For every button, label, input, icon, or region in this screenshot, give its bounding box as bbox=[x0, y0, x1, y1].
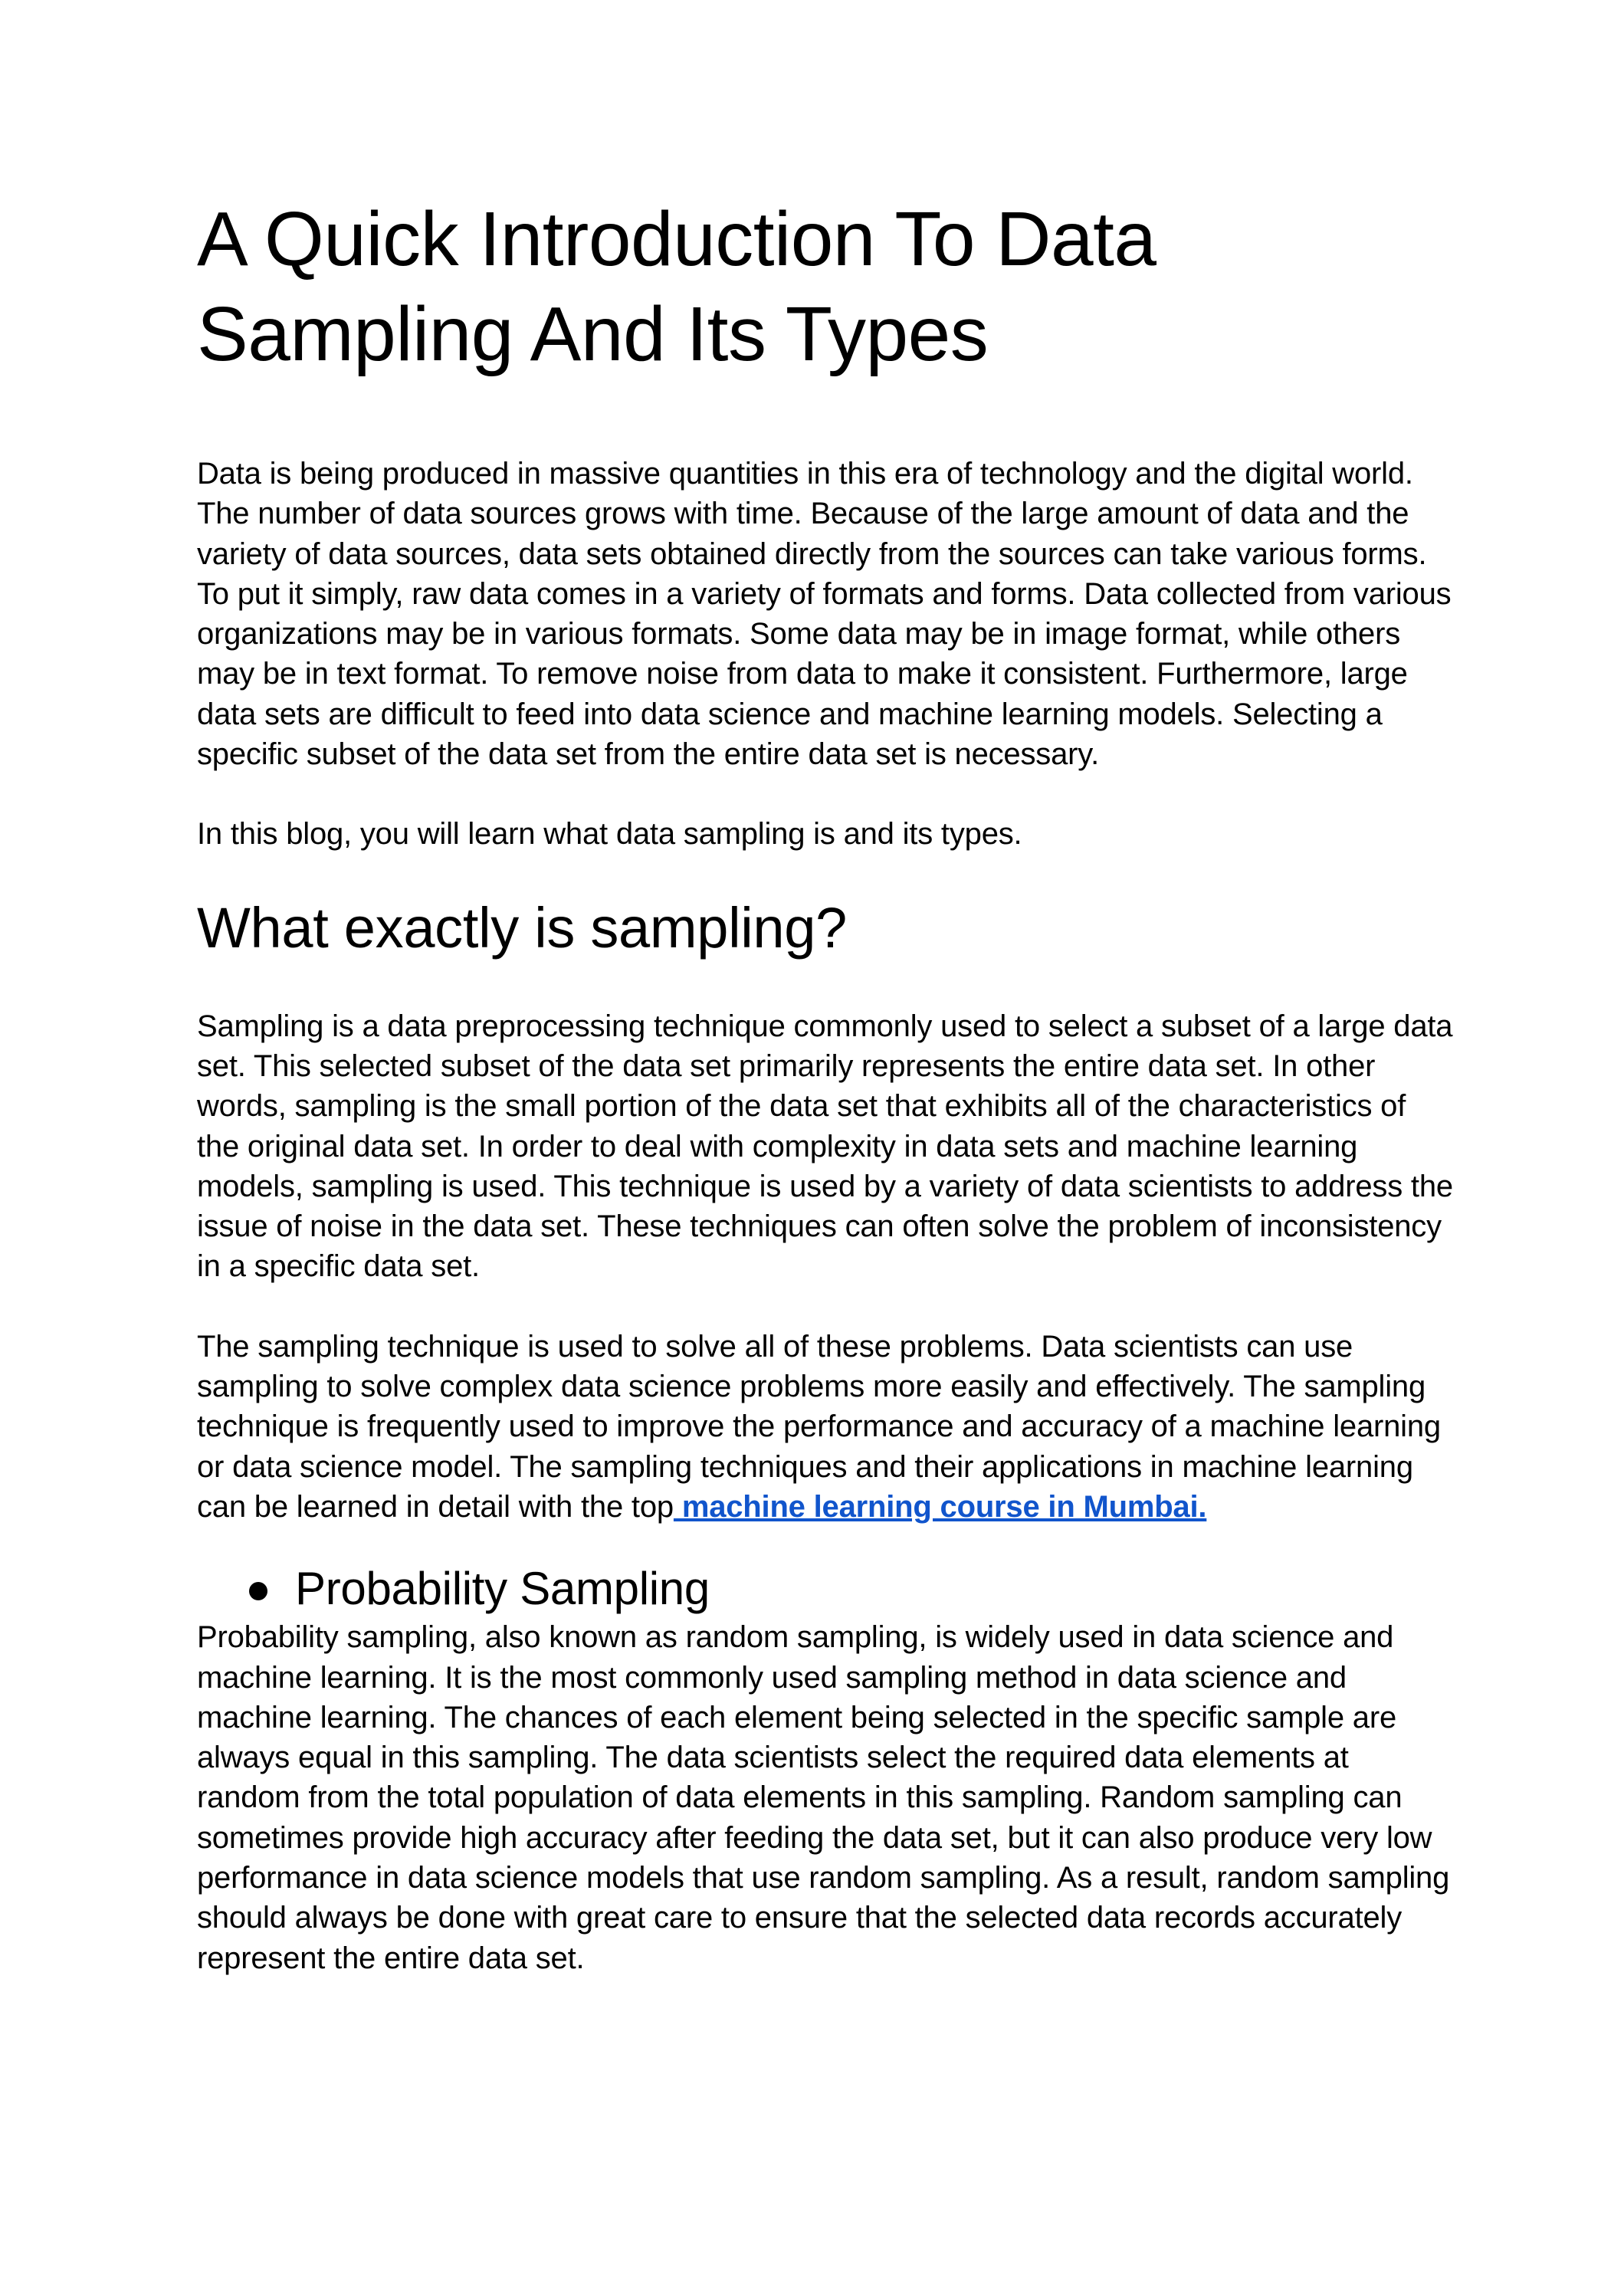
probability-paragraph-1: Probability sampling, also known as random sampling, is widely used in data science and machine learning. It is the most commonly used sampling method in data science and machine learning. The chances of each element being selected in the specific sample are always equal in this sampling. The data scientists select the required data elements at random from the total population of data elements in this sampling. Random sampling can sometimes provide high accuracy after feeding the data set, but it can also produce very low performance in data science models that use random sampling. As a result, random sampling should always be done with great care to ensure that the selected data records accurately represent the entire data set. bbox=[197, 1620, 1450, 1975]
section-heading-probability: Probability Sampling bbox=[295, 1563, 710, 1615]
bullet-dot-icon bbox=[249, 1582, 267, 1600]
probability-bullet-item bbox=[249, 1561, 1454, 1617]
sampling-paragraph-2 bbox=[197, 1327, 1454, 1527]
intro-paragraph-1: Data is being produced in massive quantities in this era of technology and the digital world. The number of data sources grows with time. Because of the large amount of data and the variety of data sources, data sets obtained directly from the sources can take various forms. To put it simply, raw data comes in a variety of formats and forms. Data collected from various organizations may be in various formats. Some data may be in image format, while others may be in text format. To remove noise from data to make it consistent. Furthermore, large data sets are difficult to feed into data science and machine learning models. Selecting a specific subset of the data set from the entire data set is necessary. bbox=[197, 457, 1452, 772]
document-title: A Quick Introduction To Data Sampling And Its Types bbox=[197, 196, 1156, 377]
intro-paragraph-2: In this blog, you will learn what data sampling is and its types. bbox=[197, 817, 1022, 852]
document-content bbox=[197, 192, 1454, 1978]
sampling-paragraph-2-text: The sampling technique is used to solve all of these problems. Data scientists can use sampling to solve complex data science problems more easily and effectively. The sampling technique is frequently used to improve the performance and accuracy of a machine learning or data science model. The sampling techniques and their applications in machine learning can be learned in detail with the top bbox=[197, 1329, 1441, 1524]
sampling-paragraph-1: Sampling is a data preprocessing technique commonly used to select a subset of a large data set. This selected subset of the data set primarily represents the entire data set. In other words, sampling is the small portion of the data set that exhibits all of the characteristics of the original data set. In order to deal with complexity in data sets and machine learning models, sampling is used. This technique is used by a variety of data scientists to address the issue of noise in the data set. These techniques can often solve the problem of inconsistency in a specific data set. bbox=[197, 1009, 1453, 1284]
section-heading-sampling: What exactly is sampling? bbox=[197, 895, 847, 960]
ml-course-link[interactable]: machine learning course in Mumbai. bbox=[673, 1489, 1207, 1524]
